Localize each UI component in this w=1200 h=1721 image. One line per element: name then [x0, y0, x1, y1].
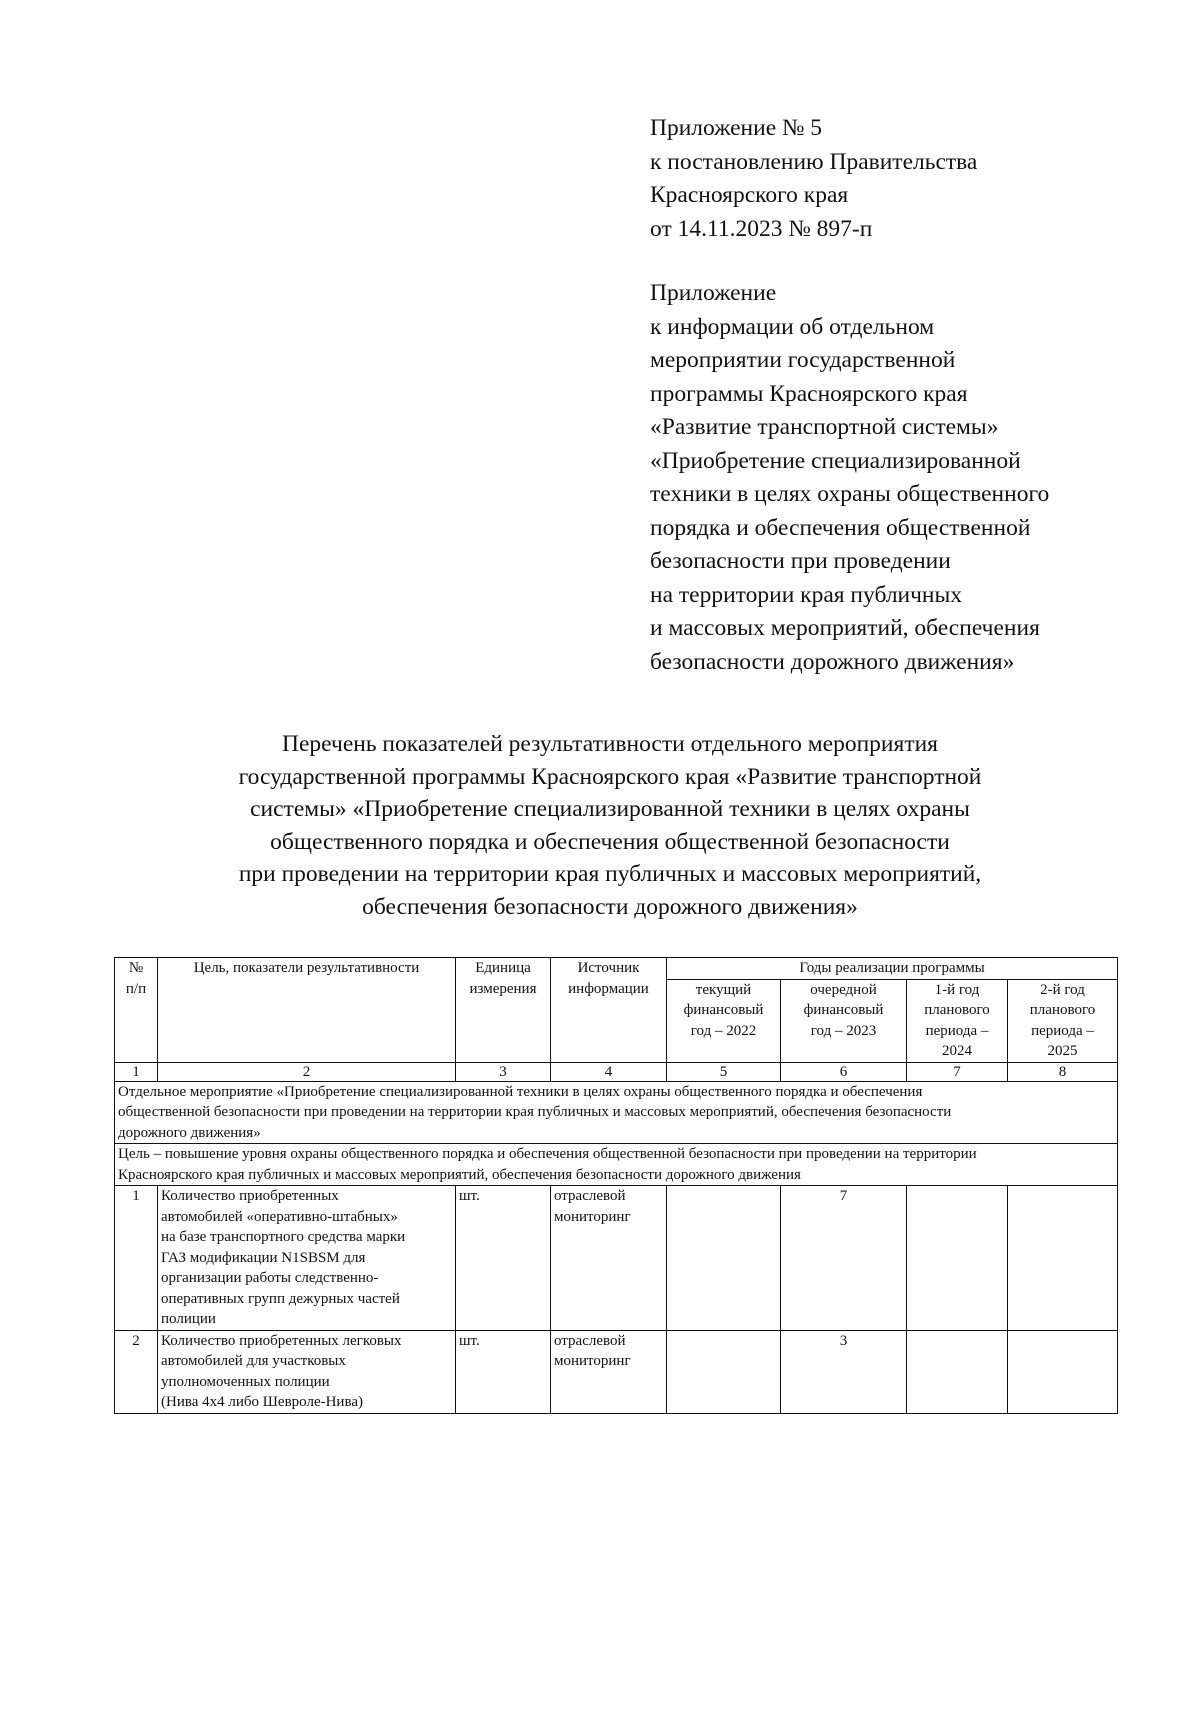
event-text: дорожного движения» — [118, 1124, 261, 1141]
indicator-line: (Нива 4х4 либо Шевроле-Нива) — [161, 1394, 364, 1410]
appendix-line: к информации об отдельном — [650, 313, 935, 340]
table-row — [115, 1330, 1118, 1413]
table-row — [115, 1186, 1118, 1331]
appendix-line: от 14.11.2023 № 897-п — [650, 215, 873, 242]
header-text: очередной — [810, 981, 877, 998]
column-number: 4 — [551, 1062, 667, 1081]
row-value-2023: 3 — [781, 1330, 907, 1413]
appendix-line: Приложение № 5 — [650, 115, 823, 141]
row-source — [551, 1330, 667, 1413]
title-line: государственной программы Красноярского края «Развитие транспортной — [238, 763, 982, 790]
appendix-line: «Приобретение специализированной — [650, 447, 1021, 474]
column-number: 8 — [1008, 1062, 1118, 1081]
row-source — [551, 1186, 667, 1331]
appendix-line: к постановлению Правительства — [650, 148, 978, 175]
header-source — [551, 958, 667, 1063]
appendix-line: и массовых мероприятий, обеспечения — [650, 615, 1040, 641]
row-unit: шт. — [456, 1186, 551, 1331]
row-unit: шт. — [456, 1330, 551, 1413]
goal-cell — [115, 1144, 1118, 1186]
title-line: Перечень показателей результативности отдельного мероприятия — [282, 731, 938, 757]
header-text: периода – — [925, 1022, 989, 1039]
row-number: 2 — [115, 1330, 158, 1413]
header-text: 1-й год — [934, 981, 980, 998]
row-value-2025 — [1008, 1330, 1118, 1413]
indicator-line: оперативных групп дежурных частей — [161, 1290, 400, 1307]
header-num — [115, 958, 158, 1063]
indicator-line: на базе транспортного средства марки — [161, 1229, 406, 1245]
column-number: 6 — [781, 1062, 907, 1081]
header-year-2022 — [667, 979, 781, 1062]
indicator-line: уполномоченных полиции — [161, 1373, 330, 1390]
row-number: 1 — [115, 1186, 158, 1331]
header-year-2025 — [1008, 979, 1118, 1062]
title-line: общественного порядка и обеспечения общественной безопасности — [270, 828, 950, 855]
row-value-2023: 7 — [781, 1186, 907, 1331]
header-text: финансовый — [803, 1002, 884, 1018]
header-text: п/п — [125, 980, 147, 997]
column-number: 5 — [667, 1062, 781, 1081]
appendix-line: «Развитие транспортной системы» — [650, 414, 999, 440]
indicator-line: полиции — [161, 1311, 216, 1327]
row-value-2022 — [667, 1330, 781, 1413]
indicator-line: организации работы следственно- — [161, 1270, 379, 1286]
header-text: год – 2022 — [690, 1022, 757, 1039]
header-text: № — [128, 960, 144, 976]
header-year-2023 — [781, 979, 907, 1062]
indicator-line: автомобилей для участковых — [161, 1353, 346, 1369]
appendix-line: Красноярского края — [650, 182, 849, 208]
header-text: 2025 — [1047, 1043, 1078, 1059]
source-line: мониторинг — [554, 1208, 631, 1225]
goal-row — [115, 1144, 1118, 1186]
event-text: Отдельное мероприятие «Приобретение специализированной техники в целях охраны общественного порядка и обеспечения — [118, 1083, 923, 1100]
goal-text: Красноярского края публичных и массовых мероприятий, обеспечения безопасности дорожного движения — [118, 1166, 801, 1183]
source-line: отраслевой — [554, 1332, 626, 1349]
appendix-line: программы Красноярского края — [650, 380, 968, 407]
event-cell — [115, 1081, 1118, 1144]
header-text: планового — [1029, 1002, 1096, 1018]
appendix-line: на территории края публичных — [650, 581, 963, 608]
appendix-line: безопасности при проведении — [650, 548, 951, 574]
header-goal: Цель, показатели результативности — [158, 958, 456, 1063]
header-text: финансовый — [683, 1002, 764, 1018]
row-value-2022 — [667, 1186, 781, 1331]
header-row — [115, 958, 1118, 980]
header-text: измерения — [469, 980, 537, 997]
document-title — [110, 728, 1110, 923]
header-text: периода – — [1031, 1022, 1094, 1039]
column-numbers-row — [115, 1062, 1118, 1081]
header-text: текущий — [695, 981, 752, 998]
appendix-line: Приложение — [650, 280, 777, 306]
indicator-line: автомобилей «оперативно-штабных» — [161, 1208, 398, 1225]
appendix-line: порядка и обеспечения общественной — [650, 514, 1031, 541]
header-text: 2024 — [942, 1043, 972, 1059]
column-number: 2 — [158, 1062, 456, 1081]
row-value-2025 — [1008, 1186, 1118, 1331]
row-value-2024 — [907, 1330, 1008, 1413]
header-text: 2-й год — [1040, 981, 1085, 998]
source-line: мониторинг — [554, 1353, 631, 1369]
event-text: общественной безопасности при проведении на территории края публичных и массовых мероприятий, обеспечения безопасности — [118, 1104, 952, 1120]
column-number: 3 — [456, 1062, 551, 1081]
appendix-header — [650, 112, 1170, 679]
column-number: 7 — [907, 1062, 1008, 1081]
header-year-2024 — [907, 979, 1008, 1062]
appendix-line: мероприятии государственной — [650, 347, 956, 373]
source-line: отраслевой — [554, 1188, 626, 1204]
header-years-group: Годы реализации программы — [667, 958, 1118, 980]
row-value-2024 — [907, 1186, 1008, 1331]
header-text: Единица — [475, 960, 531, 976]
event-row — [115, 1081, 1118, 1144]
indicator-line: Количество приобретенных — [161, 1188, 339, 1204]
appendix-line: техники в целях охраны общественного — [650, 481, 1050, 507]
indicators-table — [114, 957, 1118, 1414]
header-text: год – 2023 — [810, 1022, 877, 1039]
title-line: при проведении на территории края публичных и массовых мероприятий, — [238, 861, 982, 887]
indicator-line: Количество приобретенных легковых — [161, 1332, 402, 1349]
goal-text: Цель – повышение уровня охраны общественного порядка и обеспечения общественной безопасности при проведении на территории — [118, 1146, 977, 1162]
column-number: 1 — [115, 1062, 158, 1081]
appendix-line: безопасности дорожного движения» — [650, 648, 1015, 675]
title-line: системы» «Приобретение специализированной техники в целях охраны — [250, 796, 970, 822]
header-text: планового — [924, 1002, 990, 1018]
header-unit — [456, 958, 551, 1063]
header-text: информации — [568, 980, 649, 997]
spacer — [650, 246, 1170, 277]
header-text: Источник — [577, 960, 640, 976]
title-line: обеспечения безопасности дорожного движения» — [362, 893, 858, 920]
row-indicator — [158, 1330, 456, 1413]
indicator-line: ГАЗ модификации N1SBSM для — [161, 1249, 366, 1266]
row-indicator — [158, 1186, 456, 1331]
